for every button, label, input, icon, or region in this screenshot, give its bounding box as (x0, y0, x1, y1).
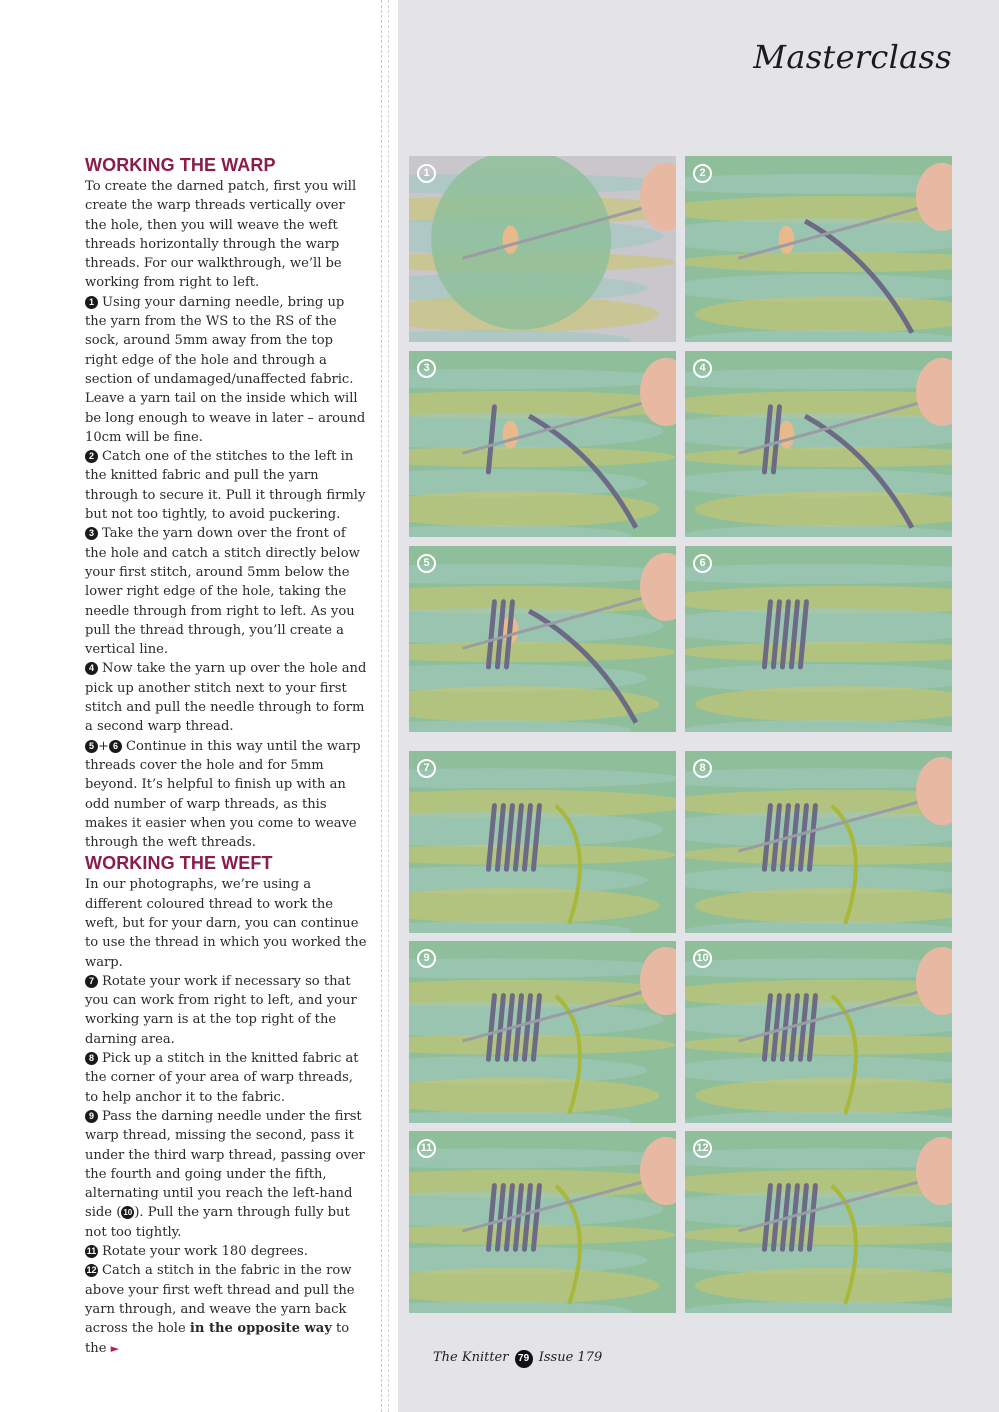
step-photo-6 (685, 546, 952, 732)
step-photo-9 (409, 941, 676, 1123)
step-number-badge: 11 (417, 1139, 436, 1158)
page-gutter-stitching (381, 0, 382, 1412)
step-photo-11 (409, 1131, 676, 1313)
step-text: Rotate your work 180 degrees. (102, 1244, 308, 1260)
knitted-sock-illustration (409, 351, 676, 537)
step-text: Catch one of the stitches to the left in the knitted fabric and pull the yarn through to secure it. Pull it through firmly but not too tightly, to avoid puckering. (85, 449, 366, 523)
step-number: 6 (109, 740, 122, 753)
step-number-badge: 8 (693, 759, 712, 778)
step-number: 3 (85, 527, 98, 540)
step-photo-12 (685, 1131, 952, 1313)
knitted-sock-illustration (409, 941, 676, 1123)
step-text: Pick up a stitch in the knitted fabric at the corner of your area of warp threads, to help anchor it to the fabric. (85, 1051, 359, 1105)
knitted-sock-illustration (685, 156, 952, 342)
weft-step-7 (85, 972, 367, 1049)
knitted-sock-illustration (685, 941, 952, 1123)
step-text: Now take the yarn up over the hole and pick up another stitch next to your first stitch and pull the needle through to form a second warp thread. (85, 661, 367, 735)
step-number: 5 (85, 740, 98, 753)
weft-step-12 (85, 1261, 367, 1357)
step-number-badge: 5 (417, 554, 436, 573)
knitted-sock-illustration (685, 546, 952, 732)
page-footer (433, 1350, 602, 1368)
knitted-sock-illustration (409, 156, 676, 342)
warp-step-3 (85, 524, 367, 659)
knitted-sock-illustration (409, 546, 676, 732)
step-number: 12 (86, 1265, 97, 1276)
step-photo-8 (685, 751, 952, 933)
step-text: Using your darning needle, bring up the yarn from the WS to the RS of the sock, around 5mm away from the top right edge of the hole and through a section of undamaged/unaffected fabric. Leave a yarn tail on the inside which will be long enough to weave in later – around 10cm will be fine. (85, 294, 366, 445)
step-number: 1 (85, 296, 98, 309)
knitted-sock-illustration (685, 351, 952, 537)
weft-intro: In our photographs, we’re using a different coloured thread to work the weft, but for your darn, you can continue to use the thread in which you worked the warp. (85, 877, 367, 970)
section-title: Masterclass (753, 38, 952, 76)
continue-arrow-icon: ► (110, 1341, 120, 1355)
step-photo-3 (409, 351, 676, 537)
step-number-badge: 7 (417, 759, 436, 778)
step-text: Catch a stitch in the fabric in the row above your first weft thread and pull the yarn through, and weave the yarn back across the hole (85, 1263, 355, 1337)
step-number-badge: 3 (417, 359, 436, 378)
step-number-badge: 12 (693, 1139, 712, 1158)
step-text: ). Pull the yarn through fully but not too tightly. (85, 1205, 350, 1240)
step-text: to the (85, 1321, 350, 1356)
page-number: 79 (515, 1350, 533, 1368)
knitted-sock-illustration (685, 1131, 952, 1313)
weft-step-11 (85, 1242, 367, 1261)
step-photo-2 (685, 156, 952, 342)
knitted-sock-illustration (409, 751, 676, 933)
step-number: 7 (85, 975, 98, 988)
step-text: Take the yarn down over the front of the hole and catch a stitch directly below your first stitch, around 5mm below the lower right edge of the hole, taking the needle through from right to left. As you pull the thread through, you’ll create a vertical line. (85, 526, 360, 658)
step-number-badge: 4 (693, 359, 712, 378)
weft-step-8 (85, 1049, 367, 1107)
article-text-column (85, 154, 367, 1358)
knitted-sock-illustration (685, 751, 952, 933)
warp-step-2 (85, 447, 367, 524)
step-text: Continue in this way until the warp threads cover the hole and for 5mm beyond. It’s helpful to finish up with an odd number of warp threads, as this makes it easier when you come to weave through the weft threads. (85, 738, 361, 851)
warp-heading: WORKING THE WARP (85, 155, 276, 175)
step-photo-7 (409, 751, 676, 933)
step-plus: + (98, 738, 109, 754)
step-number-badge: 1 (417, 164, 436, 183)
issue-number: Issue 179 (538, 1350, 603, 1365)
step-photo-5 (409, 546, 676, 732)
step-photo-10 (685, 941, 952, 1123)
weft-step-9 (85, 1107, 367, 1242)
step-number: 4 (85, 662, 98, 675)
step-number: 8 (85, 1052, 98, 1065)
step-emphasis: in the opposite way (189, 1321, 332, 1337)
step-number-badge: 9 (417, 949, 436, 968)
step-photo-1 (409, 156, 676, 342)
step-photo-4 (685, 351, 952, 537)
warp-step-1 (85, 293, 367, 447)
step-number: 11 (86, 1246, 97, 1257)
step-text: Pass the darning needle under the first warp thread, missing the second, pass it under the third warp thread, passing over the fourth and going under the fifth, alternating until you reach the left-hand side ( (85, 1108, 365, 1221)
step-number-badge: 6 (693, 554, 712, 573)
warp-step-5-6 (85, 737, 367, 853)
knitted-sock-illustration (409, 1131, 676, 1313)
step-number-badge: 10 (693, 949, 712, 968)
page-gutter-stitching-inner (388, 0, 389, 1412)
step-number: 2 (85, 450, 98, 463)
weft-heading: WORKING THE WEFT (85, 853, 273, 874)
step-reference: 10 (121, 1206, 134, 1219)
step-text: Rotate your work if necessary so that you can work from right to left, and your working yarn is at the top right of the darning area. (85, 973, 357, 1047)
step-number: 9 (85, 1110, 98, 1123)
magazine-name: The Knitter (433, 1350, 509, 1365)
warp-step-4 (85, 659, 367, 736)
warp-intro: To create the darned patch, first you will create the warp threads vertically over the hole, then you will weave the weft threads horizontally through the warp threads. For our walkthrough, we’ll be working from right to left. (85, 179, 357, 291)
step-number-badge: 2 (693, 164, 712, 183)
